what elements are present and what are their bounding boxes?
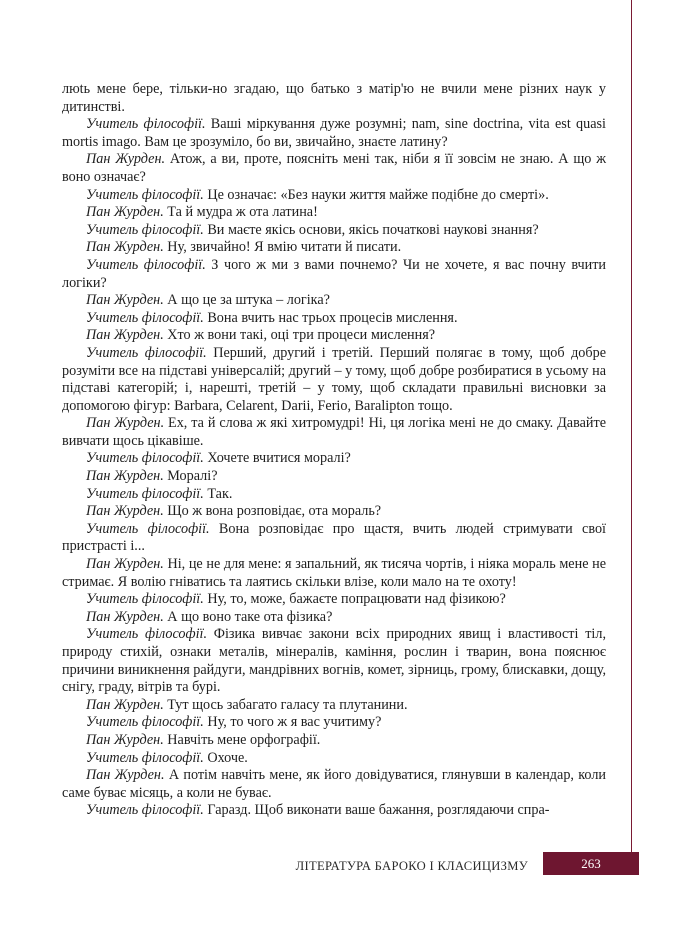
- dialogue-paragraph: [62, 591, 606, 609]
- speech-text: Моралі?: [163, 468, 218, 485]
- speech-text: Навчіть мене орфографії.: [163, 731, 321, 748]
- speech-text: Тут щось забагато галасу та плутанини.: [163, 696, 408, 713]
- speech-text: Охоче.: [203, 749, 248, 766]
- speech-text: Ну, звичайно! Я вмію читати й писати.: [163, 239, 402, 256]
- dialogue-paragraph: [62, 204, 606, 222]
- speech-text: Фізика вивчає закони всіх природних явищ і властивості тіл, природу стихій, ознаки металів, мінералів, каміння, рослин і тварин, вона пояснює причини виникнення райдуги, мандрівних вогнів, комет, зірниць, грому, блискавки, дощу, снігу, граду, вітрів та бурі.: [62, 626, 606, 696]
- speaker-name: Пан Журден.: [86, 556, 164, 573]
- dialogue-paragraph: [62, 802, 606, 820]
- speaker-name: Пан Журден.: [86, 239, 164, 256]
- speech-text: Атож, а ви, проте, поясніть мені так, ніби я її зовсім не знаю. А що ж воно означає?: [62, 151, 607, 185]
- speech-text: З чого ж ми з вами почнемо? Чи не хочете, я вас почну вчити логіки?: [62, 256, 607, 291]
- speaker-name: Учитель філософії.: [86, 256, 206, 273]
- dialogue-paragraph: [62, 767, 606, 802]
- speaker-name: Учитель філософії.: [86, 344, 207, 361]
- speaker-name: Учитель філософії.: [86, 749, 204, 766]
- speaker-name: Пан Журден.: [86, 731, 164, 748]
- speech-text: А потім навчіть мене, як його довідуватися, глянувши в календар, коли саме буває місяць, а коли не буває.: [62, 767, 607, 801]
- dialogue-paragraph: [62, 609, 606, 627]
- speaker-name: Пан Журден.: [86, 608, 164, 625]
- dialogue-text: [62, 81, 606, 820]
- speaker-name: Пан Журден.: [86, 292, 164, 309]
- speaker-name: Учитель філософії.: [86, 485, 204, 502]
- dialogue-paragraph: [62, 714, 606, 732]
- speech-text: Хочете вчитися моралі?: [203, 450, 351, 467]
- speech-text: Вона розповідає про щастя, вчить людей стримувати свої пристрасті і...: [62, 520, 606, 555]
- dialogue-paragraph: [62, 503, 606, 521]
- speech-text: люtь мене бере, тільки-но згадаю, що батько з матір'ю не вчили мене різних наук у дитинстві.: [62, 81, 606, 115]
- dialogue-paragraph: [62, 222, 606, 240]
- page-number: 263: [543, 852, 639, 875]
- speaker-name: Пан Журден.: [86, 468, 164, 485]
- speaker-name: Учитель філософії.: [86, 802, 204, 819]
- speech-text: Ви маєте якісь основи, якісь початкові наукові знання?: [203, 221, 539, 238]
- dialogue-paragraph: [62, 116, 606, 151]
- speaker-name: Пан Журден.: [86, 204, 164, 221]
- dialogue-paragraph: [62, 187, 606, 205]
- dialogue-paragraph: [62, 450, 606, 468]
- dialogue-paragraph: [62, 81, 606, 116]
- speaker-name: Пан Журден.: [86, 696, 164, 713]
- footer-section-title: ЛІТЕРАТУРА БАРОКО І КЛАСИЦИЗМУ: [295, 859, 528, 873]
- speaker-name: Пан Журден.: [86, 503, 164, 520]
- dialogue-paragraph: [62, 327, 606, 345]
- speaker-name: Учитель філософії.: [86, 714, 204, 731]
- dialogue-paragraph: [62, 310, 606, 328]
- dialogue-paragraph: [62, 697, 606, 715]
- page-edge-rule: [631, 0, 632, 862]
- dialogue-paragraph: [62, 556, 606, 591]
- speech-text: Ні, це не для мене: я запальний, як тисяча чортів, і ніяка мораль мене не стримає. Я волію гніватись та лаятись скільки влізе, коли мало на те охоту!: [62, 556, 607, 590]
- dialogue-paragraph: [62, 345, 606, 415]
- dialogue-paragraph: [62, 151, 606, 186]
- dialogue-paragraph: [62, 415, 606, 450]
- speaker-name: Пан Журден.: [86, 151, 166, 168]
- speaker-name: Учитель філософії.: [86, 520, 210, 537]
- dialogue-paragraph: [62, 732, 606, 750]
- speaker-name: Пан Журден.: [86, 767, 165, 784]
- speaker-name: Пан Журден.: [86, 415, 165, 432]
- speaker-name: Учитель філософії.: [86, 186, 204, 203]
- speaker-name: Пан Журден.: [86, 327, 164, 344]
- speech-text: Ну, то, може, бажаєте попрацювати над фізикою?: [203, 591, 506, 608]
- dialogue-paragraph: [62, 521, 606, 556]
- dialogue-paragraph: [62, 292, 606, 310]
- dialogue-paragraph: [62, 486, 606, 504]
- speaker-name: Учитель філософії.: [86, 309, 204, 326]
- speech-text: Хто ж вони такі, оці три процеси мислення?: [163, 327, 436, 344]
- speech-text: Ну, то чого ж я вас учитиму?: [203, 714, 382, 731]
- speaker-name: Учитель філософії.: [86, 591, 204, 608]
- speech-text: Перший, другий і третій. Перший полягає в тому, щоб добре розуміти все на підставі універсалій; другий – у тому, щоб добре розбиратися в усьому на підставі категорій; і, нарешті, третій – у тому, щоб складати правильні висновки за допомогою фігур: Barbara, Celarent, Darii, Ferio, Baralipton тощо.: [62, 344, 607, 414]
- speaker-name: Учитель філософії.: [86, 626, 208, 643]
- speech-text: Ваші міркування дуже розумні; nam, sine doctrina, vita est quasi mortis imago. Вам це зрозуміло, бо ви, звичайно, знаєте латину?: [62, 116, 606, 150]
- dialogue-paragraph: [62, 626, 606, 696]
- dialogue-paragraph: [62, 468, 606, 486]
- dialogue-paragraph: [62, 257, 606, 292]
- speech-text: А що воно таке ота фізика?: [163, 608, 333, 625]
- speaker-name: Учитель філософії.: [86, 221, 204, 238]
- dialogue-paragraph: [62, 239, 606, 257]
- speech-text: Та й мудра ж ота латина!: [163, 204, 318, 221]
- speech-text: Ех, та й слова ж які хитромудрі! Ні, ця логіка мені не до смаку. Давайте вивчати щось цікавіше.: [62, 415, 606, 449]
- speaker-name: Учитель філософії.: [86, 116, 206, 133]
- speech-text: Це означає: «Без науки життя майже подібне до смерті».: [203, 186, 549, 203]
- speech-text: Що ж вона розповідає, ота мораль?: [163, 503, 382, 520]
- speech-text: Вона вчить нас трьох процесів мислення.: [203, 309, 458, 326]
- speaker-name: Учитель філософії.: [86, 450, 204, 467]
- speech-text: А що це за штука – логіка?: [163, 292, 330, 309]
- speech-text: Гаразд. Щоб виконати ваше бажання, розглядаючи спра-: [203, 802, 550, 819]
- speech-text: Так.: [203, 485, 233, 502]
- dialogue-paragraph: [62, 750, 606, 768]
